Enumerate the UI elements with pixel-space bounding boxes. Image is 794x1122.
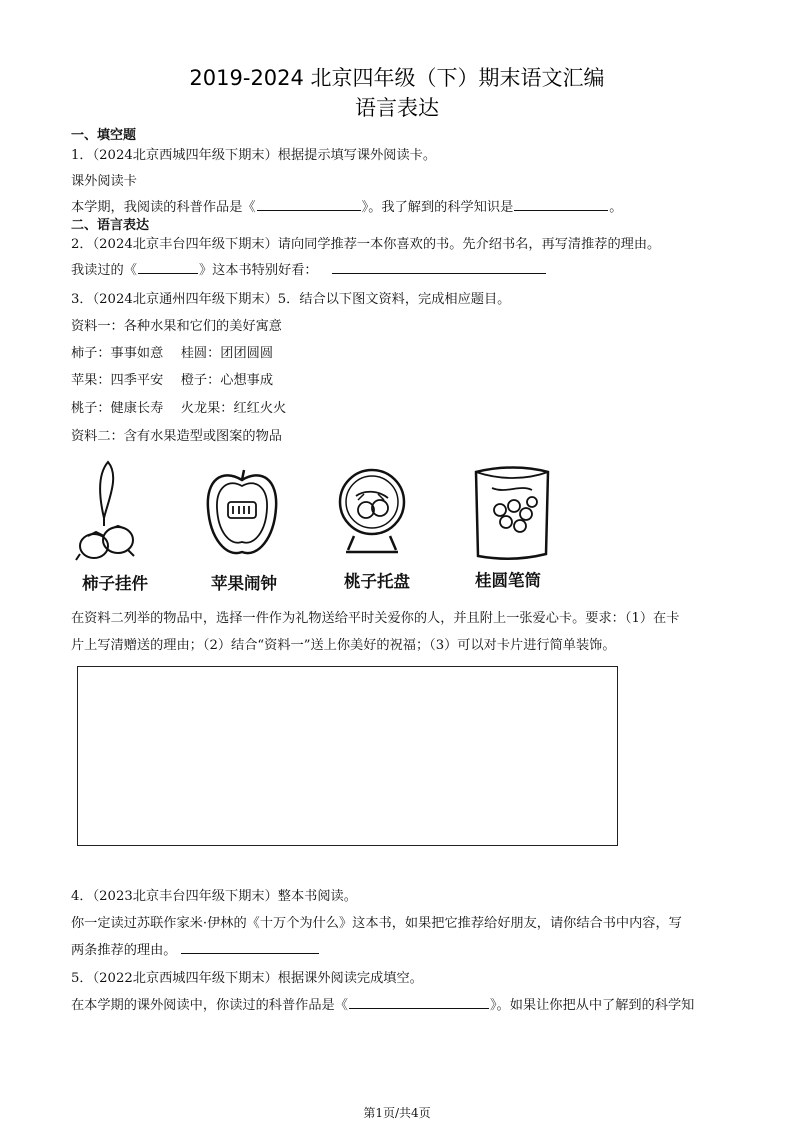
q5-blank-title[interactable]	[349, 996, 489, 1009]
question-3-stem: 3．（2024北京通州四年级下期末）5．结合以下图文资料，完成相应题目。	[71, 292, 511, 307]
page-subtitle: 语言表达	[355, 96, 439, 120]
q2-blank-book[interactable]	[138, 261, 198, 274]
love-card-answer-box[interactable]	[77, 666, 618, 846]
item-caption: 苹果闹钟	[211, 574, 277, 593]
item-caption: 桃子托盘	[344, 572, 410, 591]
q1-text-c: 。	[609, 200, 623, 215]
q5-text-b: 》。如果让你把从中了解到的科学知	[489, 998, 695, 1013]
material-1-row: 苹果：四季平安 橙子：心想事成	[71, 373, 274, 388]
q1-blank-knowledge[interactable]	[514, 198, 608, 211]
question-2-stem: 2．（2024北京丰台四年级下期末）请向同学推荐一本你喜欢的书。先介绍书名，再写清推荐的理由。	[71, 237, 661, 252]
persimmon-pendant-picture	[70, 456, 150, 566]
q4-text: 两条推荐的理由。	[71, 943, 177, 958]
question-1-line	[71, 196, 622, 215]
material-2-title: 资料二：含有水果造型或图案的物品	[71, 429, 282, 444]
question-3-instruction-line1: 在资料二列举的物品中，选择一件作为礼物送给平时关爱你的人，并且附上一张爱心卡。要求：（1）在卡	[71, 611, 680, 626]
question-2-line	[71, 259, 547, 278]
q2-text-a: 我读过的《	[71, 263, 137, 278]
material-1-row: 柿子：事事如意 桂圆：团团圆圆	[71, 346, 274, 361]
q5-text-a: 在本学期的课外阅读中，你读过的科普作品是《	[71, 998, 348, 1013]
section-language: 二、语言表达	[71, 218, 150, 233]
item-caption: 柿子挂件	[82, 574, 148, 593]
q2-text-b: 》这本书特别好看：	[198, 263, 318, 278]
q1-text-a: 本学期，我阅读的科普作品是《	[71, 200, 256, 215]
question-5-line	[71, 994, 694, 1013]
peach-tray-picture	[334, 460, 414, 560]
q4-blank-reasons[interactable]	[181, 941, 319, 954]
question-1-stem: 1．（2024北京西城四年级下期末）根据提示填写课外阅读卡。	[71, 148, 437, 163]
material-1-title: 资料一：各种水果和它们的美好寓意	[71, 319, 282, 334]
q1-text-b: 》。我了解到的科学知识是	[361, 200, 514, 215]
question-5-stem: 5．（2022北京西城四年级下期末）根据课外阅读完成填空。	[71, 971, 423, 986]
apple-clock-picture	[202, 466, 282, 562]
material-1-row: 桃子：健康长寿 火龙果：红红火火	[71, 401, 287, 416]
longan-pen-holder-picture	[470, 464, 554, 564]
q1-blank-title[interactable]	[257, 198, 361, 211]
q2-blank-reason[interactable]	[332, 261, 546, 274]
question-4-line2	[71, 939, 320, 958]
page-title: 2019-2024 北京四年级（下）期末语文汇编	[189, 66, 605, 90]
question-4-line1: 你一定读过苏联作家米·伊林的《十万个为什么》这本书，如果把它推荐给好朋友，请你结合书中内容，写	[71, 916, 682, 931]
question-3-instruction-line2: 片上写清赠送的理由；（2）结合“资料一”送上你美好的祝福；（3）可以对卡片进行简单装饰。	[71, 638, 616, 653]
reading-card-title: 课外阅读卡	[71, 174, 137, 189]
section-fill-blank: 一、填空题	[71, 128, 137, 143]
question-4-stem: 4．（2023北京丰台四年级下期末）整本书阅读。	[71, 889, 357, 904]
page-number: 第1页/共4页	[363, 1106, 431, 1120]
item-caption: 桂圆笔筒	[475, 571, 541, 590]
